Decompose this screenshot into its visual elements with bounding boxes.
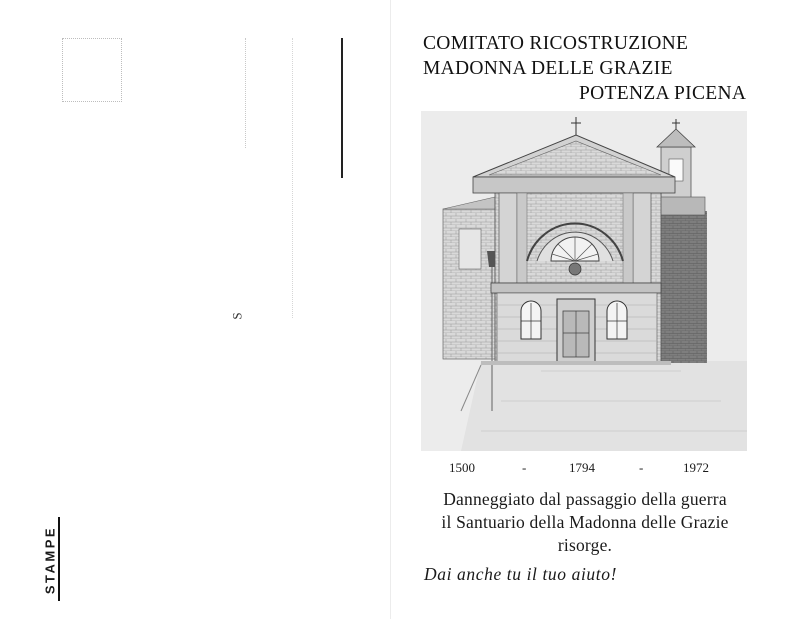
printed-mark: S	[229, 312, 245, 320]
stamp-placeholder	[62, 38, 122, 102]
address-guide-line	[292, 38, 294, 318]
year-separator: -	[639, 460, 644, 475]
address-guide-line	[245, 38, 247, 148]
church-facade-drawing	[421, 111, 747, 451]
description-line-2: il Santuario della Madonna delle Grazie	[441, 512, 729, 532]
fold-line	[390, 0, 391, 619]
description-line-3: risorge.	[557, 535, 613, 555]
year-start: 1500	[449, 460, 475, 475]
heading-line-3: POTENZA PICENA	[579, 83, 747, 104]
postcard-back	[0, 0, 390, 619]
year-middle: 1794	[569, 460, 595, 475]
year-separator: -	[522, 460, 527, 475]
stampe-label	[35, 515, 65, 605]
heading-line-2: MADONNA DELLE GRAZIE	[423, 58, 673, 79]
year-end: 1972	[683, 460, 709, 475]
church-illustration	[421, 111, 747, 451]
heading-line-1: COMITATO RICOSTRUZIONE	[423, 33, 689, 54]
donation-appeal: Dai anche tu il tuo aiuto!	[424, 564, 618, 584]
stampe-underline	[58, 517, 60, 601]
stampe-text: STAMPE	[42, 525, 58, 595]
description-line-1: Danneggiato dal passaggio della guerra	[443, 489, 727, 509]
description	[410, 488, 760, 557]
divider-line	[341, 38, 343, 178]
